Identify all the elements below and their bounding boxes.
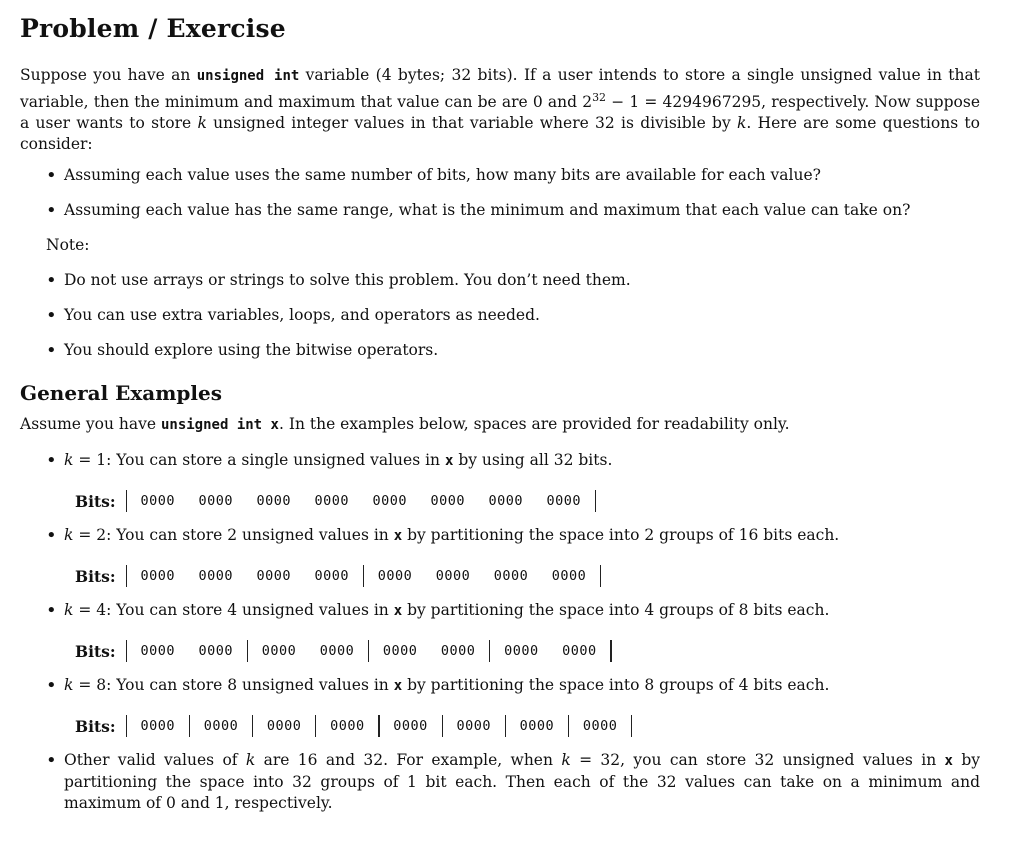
group-divider [505,715,506,737]
bit-nibble: 0000 [382,642,418,659]
exponent: 32 [592,91,607,104]
examples-list [20,450,980,814]
bit-nibble: 0000 [519,717,555,734]
group-divider [378,715,379,737]
list-item: • Assuming each value uses the same number of bits, how many bits are available for each value? [20,165,980,186]
example-item: • k = 1: You can store a single unsigned values in x by using all 32 bits. Bits: 0000 0000 0000 0000 0000 0000 0000 0000 [20,450,980,512]
group-divider [595,490,596,512]
bit-nibble: 0000 [198,492,234,509]
bit-nibble: 0000 [456,717,491,734]
code-unsigned-int: unsigned int [196,68,300,84]
bit-nibble: 0000 [372,492,408,509]
bit-nibble: 0000 [435,567,471,584]
example-item: • Other valid values of k are 16 and 32. For example, when k = 32, you can store 32 unsigned values in x by partitioning the space into 32 groups of 1 bit each. Then each of the 32 values can take on a minimum and maximum of 0 and 1, respectively. [20,750,980,814]
group-divider [247,640,248,662]
list-item: • You can use extra variables, loops, and operators as needed. [20,305,980,326]
group-divider [189,715,190,737]
bit-nibble: 0000 [140,642,176,659]
bits-row [75,715,980,737]
list-item: • You should explore using the bitwise operators. [20,340,980,361]
bit-nibble: 0000 [504,642,539,659]
bits-row [75,490,980,512]
group-divider [489,640,490,662]
bits-row [75,640,980,662]
intro-paragraph: Suppose you have an unsigned int variable (4 bytes; 32 bits). If a user intends to store a single unsigned value in that variable, then the minimum and maximum that value can be are 0 and $2^{32} - 1 = 4294967295$, respectively. Now suppose a user wants to store k unsigned integer values in that variable where 32 is divisible by k. Here are some questions to consider: [20,66,980,154]
bit-nibble: 0000 [488,492,524,509]
bit-nibble: 0000 [440,642,476,659]
bit-nibble: 0000 [198,567,234,584]
bit-nibble: 0000 [140,492,176,509]
list-item: • Assuming each value has the same range, what is the minimum and maximum that each value can take on? [20,200,980,221]
bit-nibble: 0000 [393,717,428,734]
bits-label: Bits: [75,641,116,661]
group-divider [568,715,569,737]
bit-nibble: 0000 [198,642,234,659]
group-divider [252,715,253,737]
code-unsigned-int-x: unsigned int x [160,417,279,434]
bit-nibble: 0000 [140,717,176,734]
list-item: • Do not use arrays or strings to solve this problem. You don’t need them. [20,270,980,291]
bit-nibble: 0000 [546,492,582,509]
bit-nibble: 0000 [330,717,365,734]
bits-row [75,565,980,587]
example-item: • k = 2: You can store 2 unsigned values in x by partitioning the space into 2 groups of 16 bits each. Bits: 0000 0000 0000 0000 0000 0000 0000 0000 [20,525,980,587]
section-heading: General Examples [20,381,222,406]
group-divider [315,715,316,737]
bit-nibble: 0000 [256,567,292,584]
bit-nibble: 0000 [261,642,297,659]
questions-list [20,165,980,221]
bits-label: Bits: [75,716,116,736]
group-divider [126,490,127,512]
group-divider [126,640,127,662]
bit-nibble: 0000 [203,717,239,734]
bit-nibble: 0000 [319,642,355,659]
bit-nibble: 0000 [377,567,413,584]
bits-label: Bits: [75,566,116,586]
example-item: • k = 4: You can store 4 unsigned values in x by partitioning the space into 4 groups of 8 bits each. Bits: 0000 0000 0000 0000 0000 0000 0000 0000 [20,600,980,662]
group-divider [126,565,127,587]
bit-nibble: 0000 [314,492,350,509]
bit-nibble: 0000 [314,567,350,584]
group-divider [442,715,443,737]
group-divider [631,715,632,737]
example-item: • k = 8: You can store 8 unsigned values in x by partitioning the space into 8 groups of 4 bits each. Bits: 0000 0000 0000 0000 0000 0000 0000 0000 [20,675,980,737]
notes-list [20,270,980,361]
group-divider [126,715,127,737]
group-divider [368,640,369,662]
examples-intro: Assume you have unsigned int x. In the examples below, spaces are provided for readability only. [20,415,790,434]
bit-nibble: 0000 [551,567,587,584]
note-label: Note: [46,236,90,255]
page-title: Problem / Exercise [20,14,286,43]
bit-nibble: 0000 [266,717,302,734]
bit-nibble: 0000 [493,567,529,584]
bit-nibble: 0000 [256,492,292,509]
bit-nibble: 0000 [582,717,618,734]
group-divider [610,640,611,662]
bits-label: Bits: [75,491,116,511]
bit-nibble: 0000 [562,642,597,659]
group-divider [363,565,364,587]
bit-nibble: 0000 [140,567,176,584]
bit-nibble: 0000 [430,492,466,509]
group-divider [600,565,601,587]
